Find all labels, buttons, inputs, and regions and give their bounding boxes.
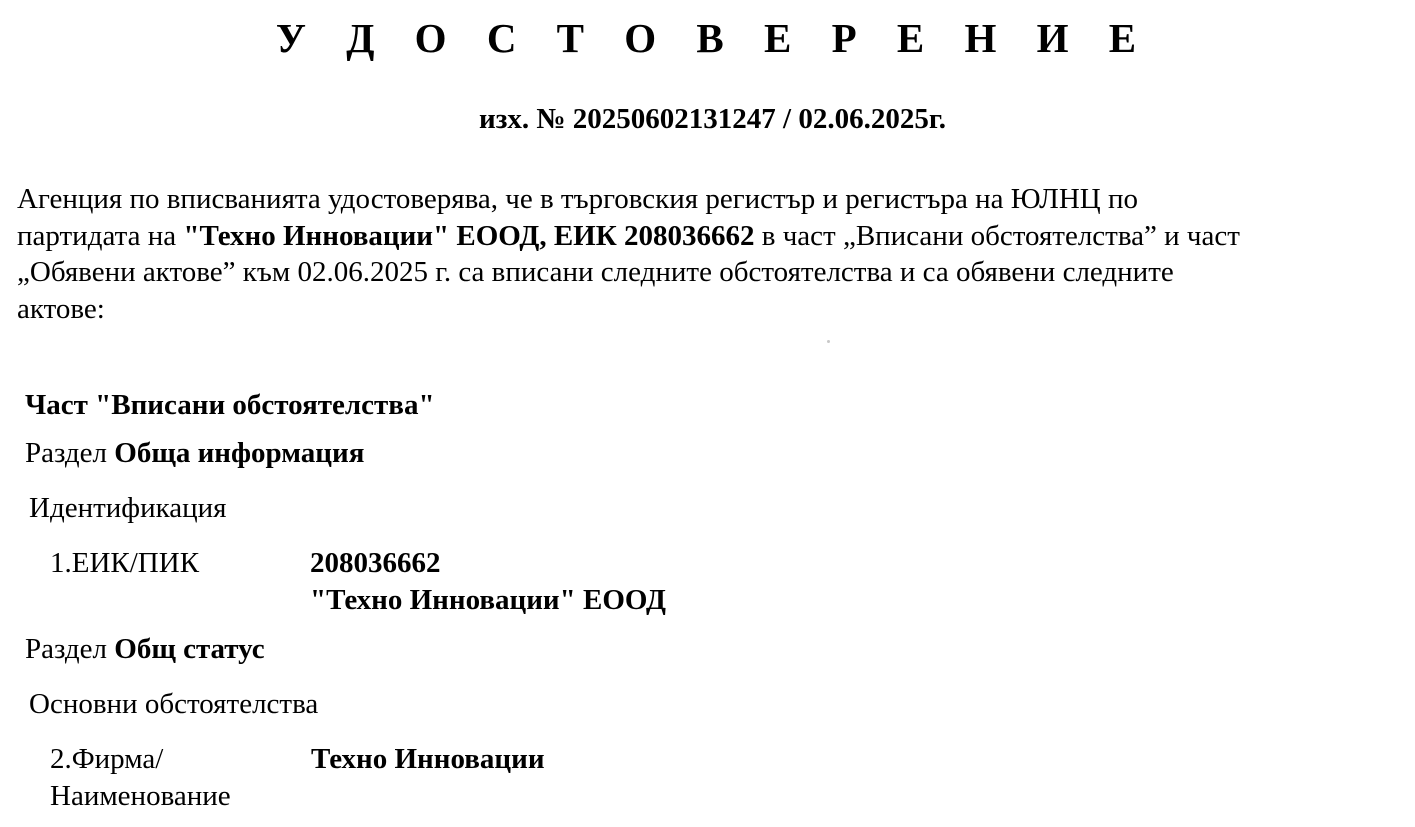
intro-paragraph <box>17 181 1412 327</box>
document-title: У Д О С Т О В Е Р Е Н И Е <box>275 15 1152 61</box>
field-label-firm-line-2: Наименование <box>50 780 231 812</box>
intro-line-3: „Обявени актове” към 02.06.2025 г. са вписани следните обстоятелства и са обявени следните <box>17 256 1174 288</box>
part-heading: Част "Вписани обстоятелства" <box>25 389 435 421</box>
section-heading-general-info <box>25 435 364 471</box>
section-heading-general-status <box>25 631 265 667</box>
field-label-eik: 1.ЕИК/ПИК <box>50 547 200 579</box>
section-name: Общ статус <box>114 633 265 665</box>
section-name: Обща информация <box>114 437 365 469</box>
scan-speck <box>827 340 830 343</box>
subsection-identification: Идентификация <box>29 492 227 524</box>
intro-line-2-suffix: в част „Вписани обстоятелства” и част <box>754 219 1240 252</box>
reference-number: изх. № 20250602131247 / 02.06.2025г. <box>479 103 946 135</box>
intro-line-2 <box>17 218 1412 255</box>
section-prefix: Раздел <box>25 633 115 665</box>
field-value-firm: Техно Инновации <box>311 743 545 775</box>
intro-line-2-prefix: партидата на <box>17 219 184 252</box>
intro-line-1: Агенция по вписванията удостоверява, че в търговския регистър и регистъра на ЮЛНЦ по <box>17 183 1138 215</box>
field-value-eik: 208036662 <box>310 547 441 579</box>
company-identifier: "Техно Инновации" ЕООД, ЕИК 208036662 <box>183 219 755 252</box>
section-prefix: Раздел <box>25 437 115 469</box>
subsection-main-circumstances: Основни обстоятелства <box>29 688 319 720</box>
field-value-company-name: "Техно Инновации" ЕООД <box>310 584 666 616</box>
field-label-firm-line-1: 2.Фирма/ <box>50 743 164 775</box>
intro-line-4: актове: <box>17 292 105 325</box>
